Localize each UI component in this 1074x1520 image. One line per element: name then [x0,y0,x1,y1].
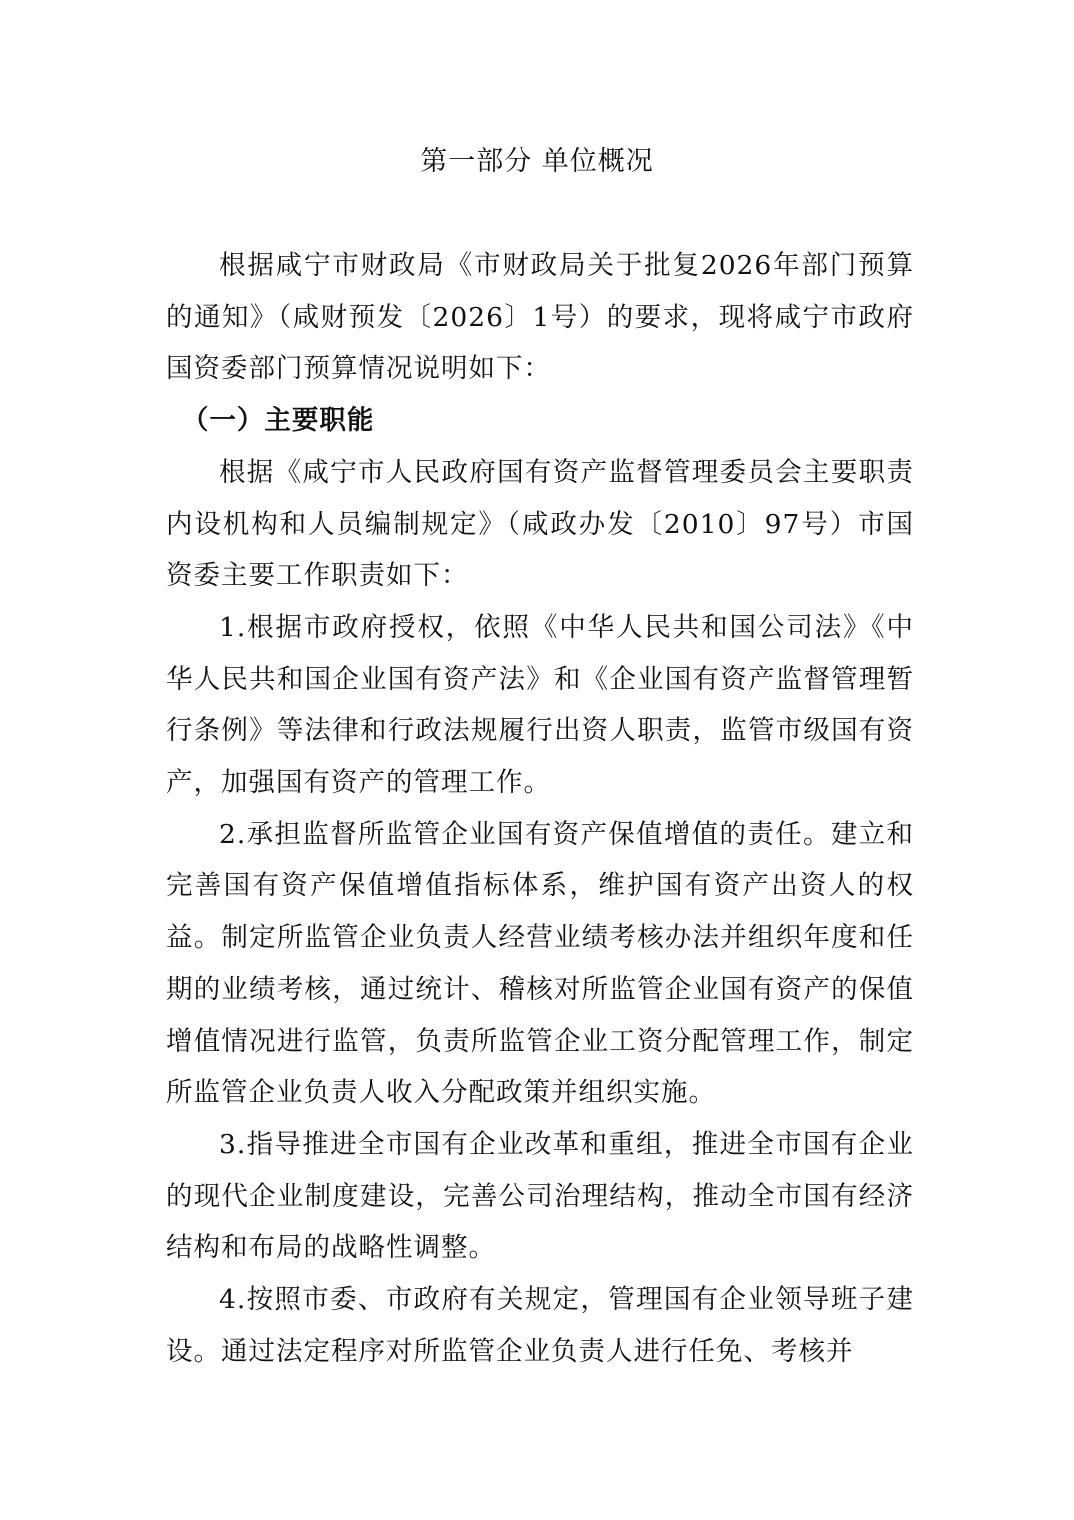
duty-item-4: 4.按照市委、市政府有关规定，管理国有企业领导班子建设。通过法定程序对所监管企业负责人进行任免、考核并 [166,1284,914,1367]
duty-item-3: 3.指导推进全市国有企业改革和重组，推进全市国有企业的现代企业制度建设，完善公司治理结构，推动全市国有经济结构和布局的战略性调整。 [166,1128,914,1264]
intro-paragraph: 根据咸宁市财政局《市财政局关于批复2026年部门预算的通知》（咸财预发〔2026〕1号）的要求，现将咸宁市政府国资委部门预算情况说明如下： [166,250,914,385]
section-intro-paragraph: 根据《咸宁市人民政府国有资产监督管理委员会主要职责内设机构和人员编制规定》（咸政办发〔2010〕97号）市国资委主要工作职责如下： [166,456,914,592]
duty-item-2: 2.承担监督所监管企业国有资产保值增值的责任。建立和完善国有资产保值增值指标体系，维护国有资产出资人的权益。制定所监管企业负责人经营业绩考核办法并组织年度和任期的业绩考核，通过统计、稽核对所监管企业国有资产的保值增值情况进行监管，负责所监管企业工资分配管理工作，制定所监管企业负责人收入分配政策并组织实施。 [166,818,914,1109]
section-heading: （一）主要职能 [181,405,375,437]
duty-item-1: 1.根据市政府授权，依照《中华人民共和国公司法》《中华人民共和国企业国有资产法》和《企业国有资产监督管理暂行条例》等法律和行政法规履行出资人职责，监管市级国有资产，加强国有资产的管理工作。 [166,611,914,799]
page-title: 第一部分 单位概况 [420,146,654,177]
document-body [166,240,914,1377]
